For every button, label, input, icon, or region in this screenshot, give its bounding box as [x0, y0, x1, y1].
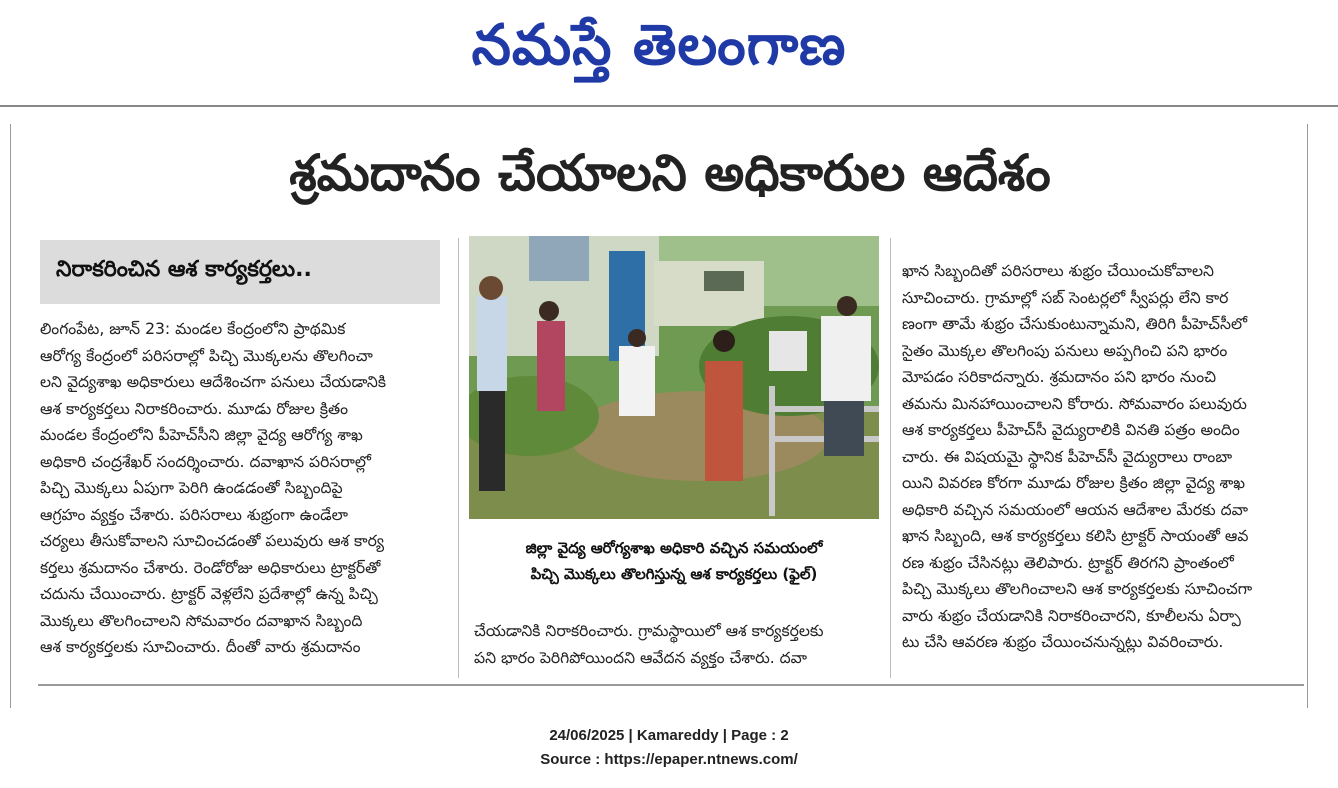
article-text-line: తమను మినహాయించాలని కోరారు. సోమవారం పలువురు	[902, 394, 1247, 413]
newspaper-logo: నమస్తే తెలంగాణ	[471, 13, 847, 78]
article-text-line: చదును చేయించారు. ట్రాక్టర్ వెళ్లలేని ప్రదేశాల్లో ఉన్న పిచ్చి	[40, 585, 378, 603]
masthead-divider	[0, 105, 1338, 107]
article-text-line: మొక్కలు తొలగించాలని సోమవారం దవాఖాన సిబ్బంది	[40, 611, 363, 630]
column-divider	[458, 238, 459, 678]
article-text-line: ఖాన సిబ్బందితో పరిసరాలు శుభ్రం చేయించుకోవాలని	[902, 262, 1214, 280]
article-text-line: చర్యలు తీసుకోవాలని సూచించడంతో పలువురు ఆశ కార్య	[40, 532, 384, 550]
article-text-line: ఆగ్రహం వ్యక్తం చేశారు. పరిసరాలు శుభ్రంగా ఉండేలా	[40, 505, 348, 524]
article-column-2	[474, 618, 880, 671]
article-text-line: ఆశ కార్యకర్తలు నిరాకరించారు. మూడు రోజుల క్రితం	[40, 399, 349, 418]
caption-line-2: పిచ్చి మొక్కలు తొలగిస్తున్న ఆశ కార్యకర్తలు (ఫైల్)	[530, 565, 818, 583]
article-text-line: పిచ్చి మొక్కలు ఏపుగా పెరిగి ఉండడంతో సిబ్బందిపై	[40, 479, 343, 497]
article-text-line: కర్తలు శ్రమదానం చేశారు. రెండోరోజు అధికారులు ట్రాక్టర్‌తో	[40, 558, 381, 577]
article-text-line: లని వైద్యశాఖ అధికారులు ఆదేశించగా పనులు చేయడానికి	[40, 373, 386, 391]
article-text-line: పని భారం పెరిగిపోయిందని ఆవేదన వ్యక్తం చేశారు. దవా	[474, 648, 808, 667]
article-subheadline: నిరాకరించిన ఆశ కార్యకర్తలు..	[56, 257, 312, 282]
article-text-line: రణ శుభ్రం చేసినట్లు తెలిపారు. ట్రాక్టర్ తిరగని ప్రాంతంలో	[902, 553, 1234, 572]
masthead	[0, 0, 1338, 92]
article-text-line: చారు. ఈ విషయమై స్థానిక పీహెచ్‌సీ వైద్యురాలు రాంబా	[902, 447, 1233, 466]
footer-source: Source : https://epaper.ntnews.com/	[540, 751, 798, 768]
article-text-line: యిని వివరణ కోరగా మూడు రోజుల క్రితం జిల్లా వైద్య శాఖ	[902, 474, 1246, 492]
article-column-3	[902, 258, 1302, 656]
photo-illustration	[469, 236, 879, 519]
article-photo	[469, 236, 879, 519]
subheadline-box	[40, 240, 440, 304]
footer-date-edition: 24/06/2025 | Kamareddy | Page : 2	[549, 727, 789, 744]
article-text-line: ణంగా తామే శుభ్రం చేసుకుంటున్నామని, తిరిగి పీహెచ్‌సీలో	[902, 315, 1248, 333]
article-text-line: అధికారి చంద్రశేఖర్ సందర్శించారు. దవాఖాన పరిసరాల్లో	[40, 452, 371, 471]
article-text-line: సూచించారు. గ్రామాల్లో సబ్ సెంటర్లలో స్వీపర్లు లేని కార	[902, 288, 1229, 307]
article-text-line: ఆశ కార్యకర్తలకు సూచించారు. దీంతో వారు శ్రమదానం	[40, 638, 361, 656]
article-text-line: లింగంపేట, జూన్ 23: మండల కేంద్రంలోని ప్రాథమిక	[40, 320, 346, 338]
article-column-1	[40, 316, 445, 661]
article-text-line: ఖాన సిబ్బంది, ఆశ కార్యకర్తలు కలిసి ట్రాక్టర్ సాయంతో ఆవ	[902, 527, 1249, 545]
article-text-line: ఆరోగ్య కేంద్రంలో పరిసరాల్లో పిచ్చి మొక్కలను తొలగించా	[40, 346, 373, 365]
article-text-line: మోపడం సరికాదన్నారు. శ్రమదానం పని భారం నుంచి	[902, 368, 1217, 386]
article-headline: శ్రమదానం చేయాలని అధికారుల ఆదేశం	[289, 144, 1051, 202]
article-text-line: అధికారి వచ్చిన సమయంలో ఆయన ఆదేశాల మేరకు దవా	[902, 500, 1249, 519]
article-text-line: సైతం మొక్కల తొలగింపు పనులు అప్పగించి పని భారం	[902, 341, 1228, 360]
article-bottom-rule	[38, 684, 1304, 686]
caption-line-1: జిల్లా వైద్య ఆరోగ్యశాఖ అధికారి వచ్చిన సమయంలో	[525, 539, 823, 557]
article-text-line: మండల కేంద్రంలోని పీహెచ్‌సీని జిల్లా వైద్య ఆరోగ్య శాఖ	[40, 426, 363, 444]
column-divider	[890, 238, 891, 678]
article-text-line: పిచ్చి మొక్కలు తొలగించాలని ఆశ కార్యకర్తలకు సూచించగా	[902, 580, 1253, 598]
article-text-line: ఆశ కార్యకర్తలు పీహెచ్‌సీ వైద్యురాలికి వినతి పత్రం అందిం	[902, 421, 1240, 439]
article-text-line: టు చేసి ఆవరణ శుభ్రం చేయించనున్నట్లు వివరించారు.	[902, 633, 1224, 651]
article-text-line: చేయడానికి నిరాకరించారు. గ్రామస్థాయిలో ఆశ కార్యకర్తలకు	[474, 622, 824, 640]
photo-caption	[469, 524, 879, 598]
page-footer	[0, 724, 1338, 772]
article-text-line: వారు శుభ్రం చేయడానికి నిరాకరించారని, కూలీలను ఏర్పా	[902, 606, 1241, 625]
